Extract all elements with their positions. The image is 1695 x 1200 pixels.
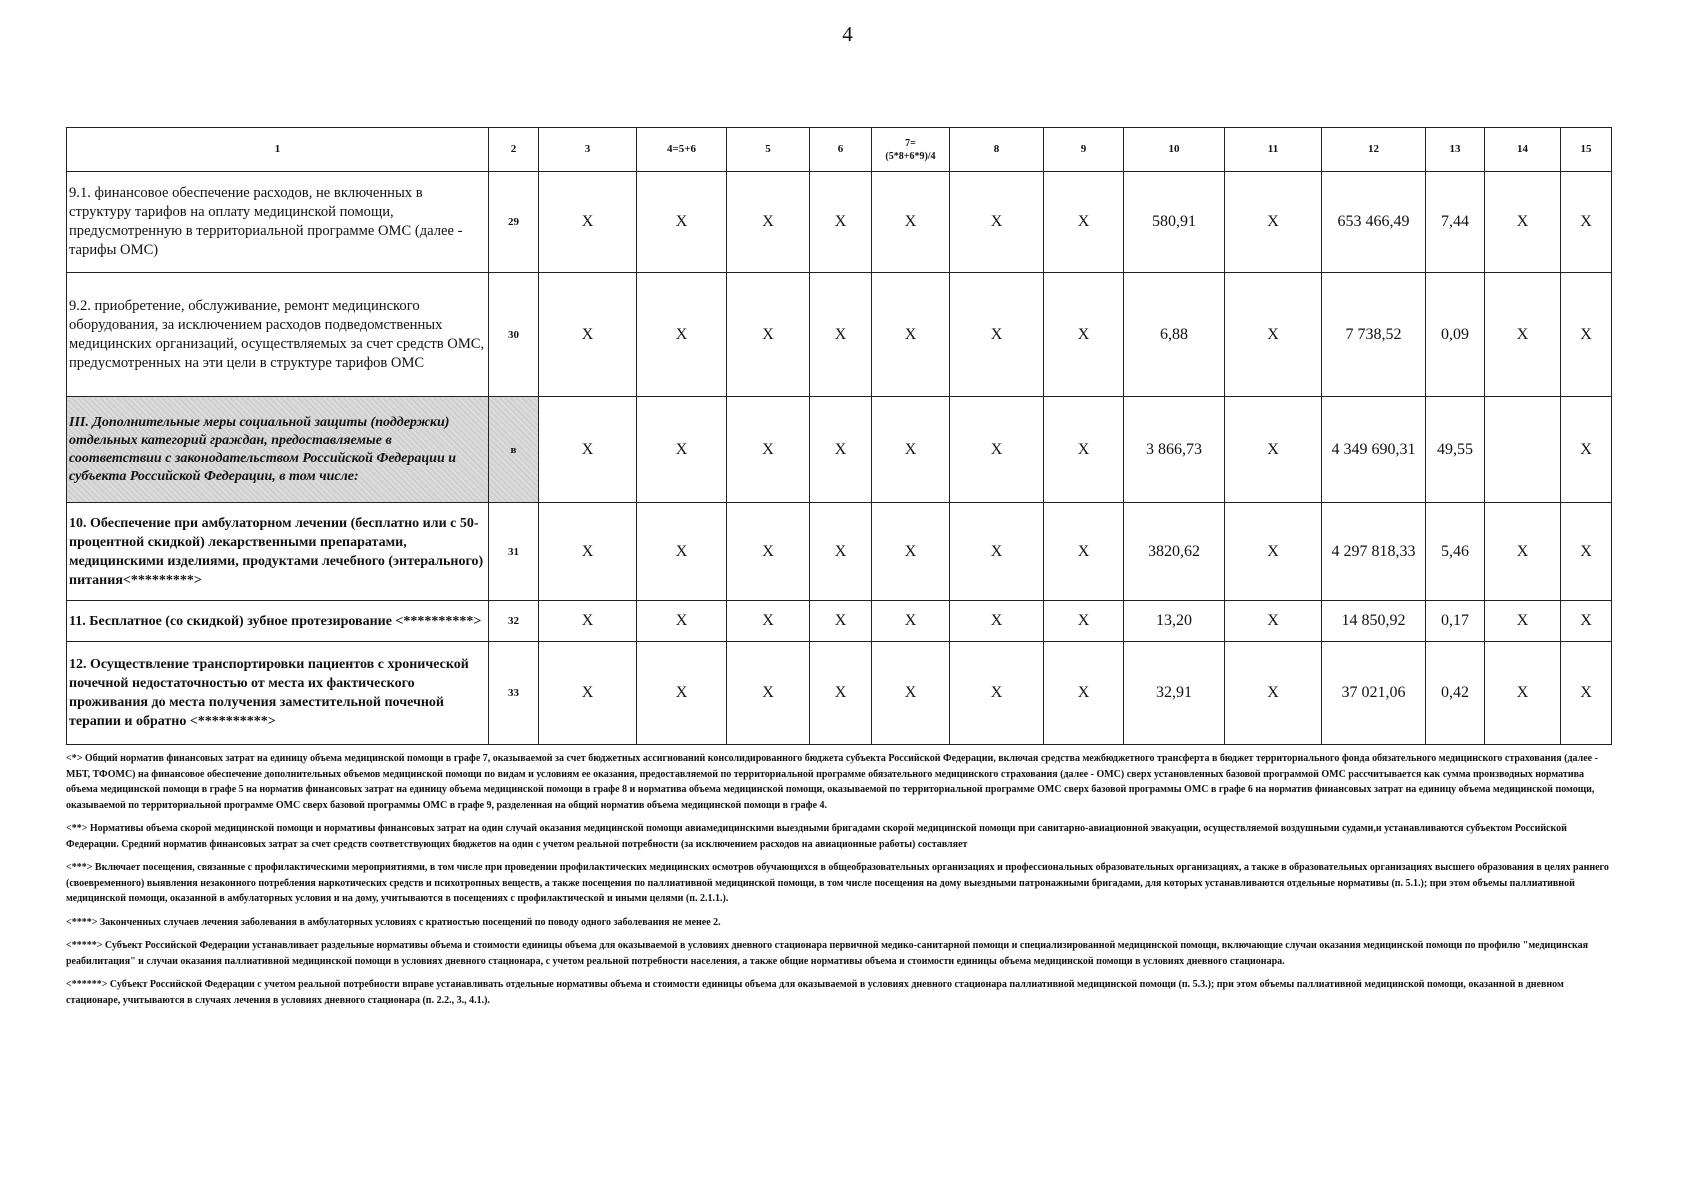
header-cell: 8	[950, 128, 1044, 172]
value-cell: X	[1561, 397, 1612, 503]
value-cell: X	[950, 601, 1044, 642]
value-cell: X	[727, 172, 810, 273]
value-cell: X	[950, 172, 1044, 273]
value-cell: X	[1225, 397, 1322, 503]
header-cell: 1	[67, 128, 489, 172]
value-cell: X	[637, 397, 727, 503]
row-code: 30	[489, 273, 539, 397]
value-cell: X	[1225, 172, 1322, 273]
value-cell: X	[539, 601, 637, 642]
value-cell: X	[727, 503, 810, 601]
value-cell: X	[810, 503, 872, 601]
value-cell: X	[1561, 503, 1612, 601]
footnote: <***> Включает посещения, связанные с профилактическими мероприятиями, в том числе при проведении профилактических медицинских осмотров обучающихся в общеобразовательных организациях и профессиональных образовательных организациях, а также в образовательных организациях высшего образования в целях раннего (своевременного) выявления незаконного потребления наркотических средств и психотропных веществ, а также посещения по паллиативной медицинской помощи, в том числе посещения на дому выездными патронажными бригадами, для которых устанавливаются отдельные нормативы (п. 5.1.); при этом объемы паллиативной медицинской помощи, оказанной в амбулаторных условия и на дому, учитываются в посещениях с профилактической и иными целями (п. 2.1.1.).	[66, 862, 1609, 904]
value-cell: X	[1561, 601, 1612, 642]
header-row	[67, 128, 1612, 172]
footnote: <****> Законченных случаев лечения заболевания в амбулаторных условиях с кратностью посещений по поводу одного заболевания не менее 2.	[66, 916, 721, 928]
row-code: 29	[489, 172, 539, 273]
value-cell: X	[539, 503, 637, 601]
table-row	[67, 397, 1612, 503]
value-cell: X	[872, 601, 950, 642]
value-cell: X	[1044, 503, 1124, 601]
value-cell: 3820,62	[1124, 503, 1225, 601]
value-cell: X	[810, 397, 872, 503]
header-cell: 5	[727, 128, 810, 172]
value-cell: X	[810, 601, 872, 642]
header-cell: 7= (5*8+6*9)/4	[872, 128, 950, 172]
value-cell: X	[1044, 642, 1124, 745]
value-cell: 3 866,73	[1124, 397, 1225, 503]
row-code: 32	[489, 601, 539, 642]
header-cell: 9	[1044, 128, 1124, 172]
value-cell: X	[810, 642, 872, 745]
row-code: в	[489, 397, 539, 503]
value-cell: 0,09	[1426, 273, 1485, 397]
value-cell: X	[539, 172, 637, 273]
value-cell: 580,91	[1124, 172, 1225, 273]
value-cell: X	[637, 601, 727, 642]
header-cell: 10	[1124, 128, 1225, 172]
header-cell: 4=5+6	[637, 128, 727, 172]
footnotes	[66, 751, 1611, 1016]
value-cell: X	[1044, 273, 1124, 397]
value-cell: X	[1485, 273, 1561, 397]
header-cell: 15	[1561, 128, 1612, 172]
value-cell: X	[810, 273, 872, 397]
value-cell: 7,44	[1426, 172, 1485, 273]
table-row	[67, 172, 1612, 273]
header-cell: 11	[1225, 128, 1322, 172]
value-cell: X	[727, 397, 810, 503]
value-cell: 32,91	[1124, 642, 1225, 745]
row-description: 12. Осуществление транспортировки пациентов с хронической почечной недостаточностью от места их фактического проживания до места получения заместительной почечной терапии и обратно <**********>	[67, 642, 489, 745]
table-row	[67, 601, 1612, 642]
value-cell: X	[727, 273, 810, 397]
value-cell: 37 021,06	[1322, 642, 1426, 745]
page-number: 4	[842, 22, 853, 46]
value-cell: X	[727, 642, 810, 745]
value-cell: X	[872, 642, 950, 745]
footnote: <*> Общий норматив финансовых затрат на единицу объема медицинской помощи в графе 7, оказываемой за счет бюджетных ассигнований консолидированного бюджета субъекта Российской Федерации, включая средства межбюджетного трансферта в бюджет территориального фонда обязательного медицинского страхования (далее - МБТ, ТФОМС) на финансовое обеспечение дополнительных объемов медицинской помощи по видам и условиям ее оказания, предоставляемой по территориальной программе обязательного медицинского страхования (далее - ОМС) сверх установленных базовой программой ОМС рассчитывается как сумма производных норматива объема медицинской помощи в графе 5 на норматив финансовых затрат на единицу объема медицинской помощи в графе 8 и норматива объема медицинской помощи, оказываемой по территориальной программе ОМС сверх базовой программы ОМС в графе 6 на норматив финансовых затрат на единицу объема медицинской помощи, оказываемой по территориальной программе ОМС сверх базовой программы ОМС в графе 9, разделенная на общий норматив объема медицинской помощи в графе 4.	[66, 753, 1598, 811]
value-cell: 14 850,92	[1322, 601, 1426, 642]
value-cell: X	[539, 273, 637, 397]
value-cell	[1485, 397, 1561, 503]
header-cell: 14	[1485, 128, 1561, 172]
row-description: 10. Обеспечение при амбулаторном лечении (бесплатно или с 50-процентной скидкой) лекарственными препаратами, медицинскими изделиями, продуктами лечебного (энтерального) питания<*********>	[67, 503, 489, 601]
header-cell: 2	[489, 128, 539, 172]
row-description: III. Дополнительные меры социальной защиты (поддержки) отдельных категорий граждан, предоставляемые в соответствии с законодательством Российской Федерации и субъекта Российской Федерации, в том числе:	[67, 397, 489, 503]
value-cell: 49,55	[1426, 397, 1485, 503]
value-cell: X	[872, 397, 950, 503]
value-cell: X	[1044, 397, 1124, 503]
footnote: <*****> Субъект Российской Федерации устанавливает раздельные нормативы объема и стоимости единицы объема для оказываемой в условиях дневного стационара первичной медико-санитарной помощи и специализированной медицинской помощи, включающие случаи оказания медицинской помощи по профилю "медицинская реабилитация" и случаи оказания паллиативной медицинской помощи в условиях дневного стационара, с учетом реальной потребности населения, а также общие нормативы объема и стоимости единицы объема медицинской помощи в условиях дневного стационара.	[66, 940, 1589, 967]
value-cell: X	[872, 172, 950, 273]
value-cell: 653 466,49	[1322, 172, 1426, 273]
value-cell: X	[1485, 601, 1561, 642]
header-cell: 3	[539, 128, 637, 172]
header-cell: 12	[1322, 128, 1426, 172]
table-row	[67, 503, 1612, 601]
value-cell: X	[1485, 172, 1561, 273]
value-cell: 6,88	[1124, 273, 1225, 397]
value-cell: X	[810, 172, 872, 273]
footnote: <**> Нормативы объема скорой медицинской помощи и нормативы финансовых затрат на один случай оказания медицинской помощи авиамедицинскими выездными бригадами скорой медицинской помощи при санитарно-авиационной эвакуации, осуществляемой воздушными судами,и устанавливаются субъектом Российской Федерации. Средний норматив финансовых затрат за счет средств соответствующих бюджетов на один с учетом реальной потребности (за исключением расходов на авиационные работы) составляет	[66, 823, 1567, 850]
value-cell: X	[1561, 172, 1612, 273]
value-cell: 13,20	[1124, 601, 1225, 642]
value-cell: X	[637, 273, 727, 397]
table-row	[67, 273, 1612, 397]
value-cell: 5,46	[1426, 503, 1485, 601]
value-cell: 0,42	[1426, 642, 1485, 745]
value-cell: X	[1485, 642, 1561, 745]
value-cell: X	[1044, 172, 1124, 273]
footnote: <******> Субъект Российской Федерации с учетом реальной потребности вправе устанавливать отдельные нормативы объема и стоимости единицы объема для оказываемой в условиях дневного стационара паллиативной медицинской помощи (п. 5.3.); при этом объемы паллиативной медицинской помощи, оказанной в дневном стационаре, учитываются в случаях лечения в условиях дневного стационара (п. 2.2., 3., 4.1.).	[66, 979, 1564, 1006]
value-cell: X	[637, 172, 727, 273]
value-cell: X	[637, 503, 727, 601]
value-cell: X	[872, 273, 950, 397]
row-description: 9.2. приобретение, обслуживание, ремонт медицинского оборудования, за исключением расходов подведомственных медицинских организаций, осуществляемых за счет средств ОМС, предусмотренных на эти цели в структуре тарифов ОМС	[67, 273, 489, 397]
value-cell: X	[872, 503, 950, 601]
value-cell: 7 738,52	[1322, 273, 1426, 397]
value-cell: X	[950, 273, 1044, 397]
row-description: 9.1. финансовое обеспечение расходов, не включенных в структуру тарифов на оплату медицинской помощи, предусмотренную в территориальной программе ОМС (далее - тарифы ОМС)	[67, 172, 489, 273]
value-cell: X	[1044, 601, 1124, 642]
row-code: 31	[489, 503, 539, 601]
value-cell: X	[539, 397, 637, 503]
value-cell: X	[950, 397, 1044, 503]
normatives-table	[66, 127, 1612, 745]
value-cell: X	[637, 642, 727, 745]
header-cell: 13	[1426, 128, 1485, 172]
value-cell: X	[539, 642, 637, 745]
table-row	[67, 642, 1612, 745]
value-cell: X	[1561, 642, 1612, 745]
row-description: 11. Бесплатное (со скидкой) зубное протезирование <**********>	[67, 601, 489, 642]
value-cell: X	[1561, 273, 1612, 397]
value-cell: X	[950, 503, 1044, 601]
value-cell: X	[1485, 503, 1561, 601]
value-cell: X	[1225, 642, 1322, 745]
value-cell: X	[950, 642, 1044, 745]
header-cell: 6	[810, 128, 872, 172]
value-cell: X	[1225, 273, 1322, 397]
value-cell: X	[1225, 503, 1322, 601]
value-cell: 4 349 690,31	[1322, 397, 1426, 503]
value-cell: 0,17	[1426, 601, 1485, 642]
value-cell: X	[727, 601, 810, 642]
value-cell: 4 297 818,33	[1322, 503, 1426, 601]
row-code: 33	[489, 642, 539, 745]
value-cell: X	[1225, 601, 1322, 642]
